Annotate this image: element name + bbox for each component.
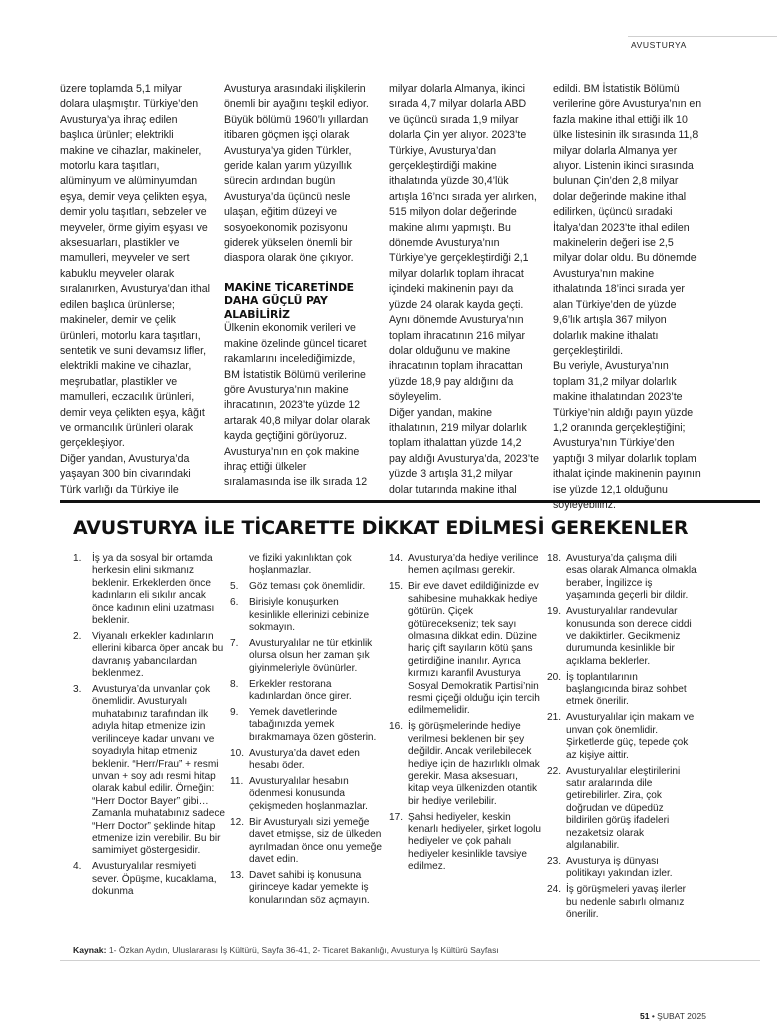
list-number: 17. xyxy=(389,811,404,823)
list-item xyxy=(230,776,382,813)
list-text: Yemek davetlerinde tabağınızda yemek bırakmamaya özen gösterin. xyxy=(249,706,377,743)
subheading: MAKİNE TİCARETİNDE DAHA GÜÇLÜ PAY ALABİLİRİZ xyxy=(224,280,354,321)
list-item xyxy=(389,553,541,578)
list-number: 22. xyxy=(547,765,562,777)
list-text: Şahsi hediyeler, keskin kenarlı hediyeler, şirket logolu hediyeler ve çok pahalı hediyeler kesinlikle tavsiye edilmez. xyxy=(408,811,541,873)
list-number: 9. xyxy=(230,706,239,718)
list-text: Davet sahibi iş konusuna girinceye kadar yemekte iş konularından söz açmayın. xyxy=(249,869,370,906)
list-item xyxy=(547,553,699,603)
list-text: Avusturya’da hediye verilince hemen açılması gerekir. xyxy=(408,553,539,577)
list-number: 14. xyxy=(389,553,404,564)
paragraph: Avusturya arasındaki ilişkilerin önemli bir ayağını teşkil ediyor. Büyük bölümü 1960’lı yıllardan itibaren göçmen işçi olarak Avusturya’ya giden Türkler, geride kalan yarım yüzyıllık sürecin ardından bugün Avusturya’da üçüncü nesle ulaşan, eğitim düzeyi ve sosyoekonomik pozisyonu giderek yükselen önemli bir diaspora olarak öne çıkıyor. xyxy=(224,83,369,265)
list-number: 13. xyxy=(230,869,245,881)
list-text: Avusturya’da davet eden hesabı öder. xyxy=(249,747,360,772)
list-number: 8. xyxy=(230,678,239,690)
list-item xyxy=(230,638,382,675)
paragraph: Ülkenin ekonomik verileri ve makine özelinde güncel ticaret rakamlarını incelediğimizde, BM İstatistik Bölümü verilerine göre Avusturya’nın makine ihracatının, 2023’te yüzde 12 artarak 40,8 milyar dolar olarak kayda geçtiğini görüyoruz. Avusturya’nın en çok makine ihraç ettiği ülkeler sıralamasında ise ilk sırada 12 xyxy=(224,322,371,489)
list-text: Göz teması çok önemlidir. xyxy=(249,581,366,593)
footer-separator: • xyxy=(649,1011,658,1021)
list-item xyxy=(389,721,541,808)
list-number: 12. xyxy=(230,816,245,828)
list-number: 18. xyxy=(547,553,562,564)
list-item xyxy=(230,817,382,867)
page-footer xyxy=(640,1011,706,1021)
list-item xyxy=(547,712,699,762)
list-number: 10. xyxy=(230,747,245,759)
article-column-2 xyxy=(224,82,374,491)
list-text: İş toplantılarının başlangıcında biraz sohbet etmek önerilir. xyxy=(566,671,687,708)
list-item xyxy=(230,679,382,704)
list-number: 11. xyxy=(230,776,244,787)
tips-list-column-1 xyxy=(73,553,225,902)
list-item xyxy=(73,553,225,627)
list-item xyxy=(73,861,225,898)
list-text: Birisiyle konuşurken kesinlikle ellerinizi cebinize sokmayın. xyxy=(249,597,370,634)
list-item-continuation xyxy=(230,553,382,578)
paragraph: milyar dolarla Almanya, ikinci sırada 4,7 milyar dolarla ABD ve üçüncü sırada 1,9 milyar dolarla Çin yer alıyor. 2023’te Türkiye, Avusturya’dan gerçekleştirdiği makine ithalatında yüzde 30,4’lük artışla 16’ncı sırada yer alırken, 515 milyon dolar değerinde makine alımı yapmıştı. Bu dönemde Avusturya’nın Türkiye’ye gerçekleştirdiği 2,1 milyar dolarlık toplam ihracat içindeki makinenin payı da yüzde 24 olarak kayda geçti. Aynı dönemde Avusturya’nın toplam ihracatının 216 milyar dolar olduğunu ve makine ihracatının toplam ihracattan yüzde 18,9 pay aldığını da söyleyelim. xyxy=(389,83,537,404)
paragraph: Bu veriyle, Avusturya’nın toplam 31,2 milyar dolarlık makine ithalatından 2023’te Türkiye’nin aldığı payın yüzde 1,2 oranında gerçekleştiğini; Avusturya’nın Türkiye’den yaptığı 3 milyar dolarlık toplam ithalat içinde makinenin payının ise yüzde 12,1 olduğunu söyleyebiliriz. xyxy=(553,360,701,511)
list-item xyxy=(547,884,699,921)
list-item xyxy=(547,672,699,709)
tips-list-column-4 xyxy=(547,553,699,925)
issue-date: ŞUBAT 2025 xyxy=(657,1011,706,1021)
header-rule xyxy=(628,36,777,37)
article-column-3 xyxy=(389,82,539,498)
paragraph: Diğer yandan, makine ithalatının, 219 milyar dolarlık toplam ithalattan yüzde 14,2 pay aldığı Avusturya’da, 2023’te yüzde 3 artışla 31,2 milyar dolar tutarında makine ithal xyxy=(389,406,539,496)
list-text: Avusturyalılar ne tür etkinlik olursa olsun her zaman şık giyinmeleriyle övünürler. xyxy=(249,637,373,674)
paragraph: Diğer yandan, Avusturya’da yaşayan 300 bin civarındaki Türk varlığı da Türkiye ile xyxy=(60,452,191,496)
list-item xyxy=(547,856,699,881)
list-number: 6. xyxy=(230,597,239,609)
list-number: 3. xyxy=(73,684,82,696)
list-number: 21. xyxy=(547,712,562,724)
list-text: ve fiziki yakınlıktan çok hoşlanmazlar. xyxy=(249,553,352,577)
list-text: Avusturyalılar hesabın ödenmesi konusunda çekişmeden hoşlanmazlar. xyxy=(249,776,368,812)
list-item xyxy=(230,870,382,907)
list-item xyxy=(230,707,382,744)
article-column-4 xyxy=(553,82,703,513)
list-text: Avusturyalılar eleştirilerini satır aralarında dile getirebilirler. Zira, çok doğrudan ve düpedüz bildirilen görüş ifadeleri nezaketsiz olarak algılanabilir. xyxy=(566,765,681,851)
list-text: İş görüşmelerinde hediye verilmesi beklenen bir şey değildir. Ancak verilebilecek hediye için de hazırlıklı olmak gerekir. Masa aksesuarı, kitap veya ülkenizden otantik bir hediye verilebilir. xyxy=(408,721,540,807)
list-number: 7. xyxy=(230,637,239,649)
list-item xyxy=(73,684,225,858)
list-number: 15. xyxy=(389,581,404,593)
list-text: Avusturya’da unvanlar çok önemlidir. Avusturyalı muhatabınız tarafından ilk adıyla hitap etmenize izin verilinceye kadar unvanı ve soyadıyla hitap etmeniz beklenir. “Herr/Frau” + resmi unvan + soy adı resmi hitap olarak kabul edilir. Örneğin: “Herr Doctor Bayer” gibi… Zamanla muhatabınız sadece “Herr Doctor” şeklinde hitap etmenize izin verebilir. Bu bir samimiyet göstergesidir. xyxy=(92,684,225,857)
list-number: 20. xyxy=(547,671,562,683)
list-number: 2. xyxy=(73,630,82,642)
source-note xyxy=(73,945,753,955)
list-item xyxy=(230,581,382,593)
list-text: Bir eve davet edildiğinizde ev sahibesine muhakkak hediye götürün. Çiçek götürecekseniz; tek sayı olmasına dikkat edin. Düzine hariç çift sayıların kötü şans getirdiğine inanılır. Ayrıca kırmızı karanfil Avusturya Sosyal Demokratik Partisi’nin resmi çiçeği olduğu için tercih edilmemelidir. xyxy=(408,581,540,717)
article-column-1 xyxy=(60,82,210,498)
list-item xyxy=(389,812,541,874)
tips-list-column-3 xyxy=(389,553,541,877)
paragraph: edildi. BM İstatistik Bölümü verilerine göre Avusturya’nın en fazla makine ithal ettiği ilk 10 ülke listesinin ilk sırasında 11,8 milyar dolarla Almanya yer alıyor. Listenin ikinci sırasında bulunan Çin’den 2,8 milyar dolar değerinde makine ithal edilirken, üçüncü sıradaki İtalya’dan 2023’te ithal edilen makinelerin değeri ise 2,5 milyar dolar oldu. Bu dönemde Avusturya’nın makine ithalatında 18’inci sırada yer alan Türkiye’den de yüzde 9,6’lık artışla 367 milyon dolarlık makine ithalatı gerçekleştirildi. xyxy=(553,83,702,357)
list-item xyxy=(230,597,382,634)
list-item xyxy=(389,581,541,717)
section-label: AVUSTURYA xyxy=(631,40,687,50)
tips-box-title: AVUSTURYA İLE TİCARETTE DİKKAT EDİLMESİ GEREKENLER xyxy=(73,517,689,539)
footer-rule xyxy=(60,960,760,961)
page-number: 51 xyxy=(640,1011,650,1021)
list-text: Avusturyalılar randevular konusunda son derece ciddi ve dakiktirler. Gecikmeniz durumunda kesinlikle bir açıklama beklerler. xyxy=(566,606,692,667)
list-text: Bir Avusturyalı sizi yemeğe davet etmişse, siz de ülkeden ayrılmadan önce onu yemeğe davet edin. xyxy=(249,816,382,865)
list-text: İş görüşmeleri yavaş ilerler bu nedenle sabırlı olmanız önerilir. xyxy=(566,884,687,920)
list-text: İş ya da sosyal bir ortamda herkesin elini sıkmanız beklenir. Erkeklerden önce kadınların eli sıkılır ancak önce kadının elini uzatması beklenir. xyxy=(92,553,215,627)
list-text: Viyanalı erkekler kadınların ellerini kibarca öper ancak bu davranış yabancılardan beklenmez. xyxy=(92,630,224,680)
list-text: Avusturya’da çalışma dili esas olarak Almanca olmakla beraber, İngilizce iş yaşamında geçerli bir dildir. xyxy=(566,553,697,602)
list-number: 1. xyxy=(73,553,82,564)
list-item xyxy=(547,766,699,853)
list-number: 23. xyxy=(547,855,562,867)
list-number: 19. xyxy=(547,606,562,618)
list-text: Avusturyalılar için makam ve unvan çok önemlidir. Şirketlerde güç, tepede çok az kişiye aittir. xyxy=(566,712,695,761)
list-number: 24. xyxy=(547,884,562,896)
paragraph: üzere toplamda 5,1 milyar dolara ulaşmıştır. Türkiye’den Avusturya’ya ihraç edilen başlıca ürünler; elektrikli makine ve cihazlar, makineler, motorlu kara taşıtları, alüminyum ve alüminyumdan eşya, demir veya çelikten eşya, demir yolu taşıtları, sebzeler ve meyveler, örme giyim eşyası ve aksesuarları, plastikler ve mamulleri, meyveler ve sert kabuklu meyveler olarak sıralanırken, Avusturya’dan ithal edilen başlıca ürünlerse; makineler, demir ve çelik ürünleri, motorlu kara taşıtları, sentetik ve suni devamsız lifler, elektrikli makine ve cihazlar, meşrubatlar, plastikler ve mamulleri, eczacılık ürünleri, demir veya çelikten eşya, kâğıt ve ormancılık ürünleri olarak gerçekleşiyor. xyxy=(60,83,210,450)
list-item xyxy=(73,631,225,681)
tips-list-column-2 xyxy=(230,553,382,911)
list-text: Erkekler restorana kadınlardan önce girer. xyxy=(249,678,352,703)
list-number: 5. xyxy=(230,581,239,593)
list-number: 4. xyxy=(73,861,82,873)
list-item xyxy=(547,606,699,668)
list-item xyxy=(230,748,382,773)
list-text: Avusturyalılar resmiyeti sever. Öpüşme, kucaklama, dokunma xyxy=(92,861,217,898)
list-text: Avusturya iş dünyası politikayı yakından izler. xyxy=(566,855,673,880)
list-number: 16. xyxy=(389,721,404,733)
source-label: Kaynak: xyxy=(73,945,107,955)
source-text: 1- Özkan Aydın, Uluslararası İş Kültürü, Sayfa 36-41, 2- Ticaret Bakanlığı, Avusturya İş Kültürü Sayfası xyxy=(106,945,499,955)
